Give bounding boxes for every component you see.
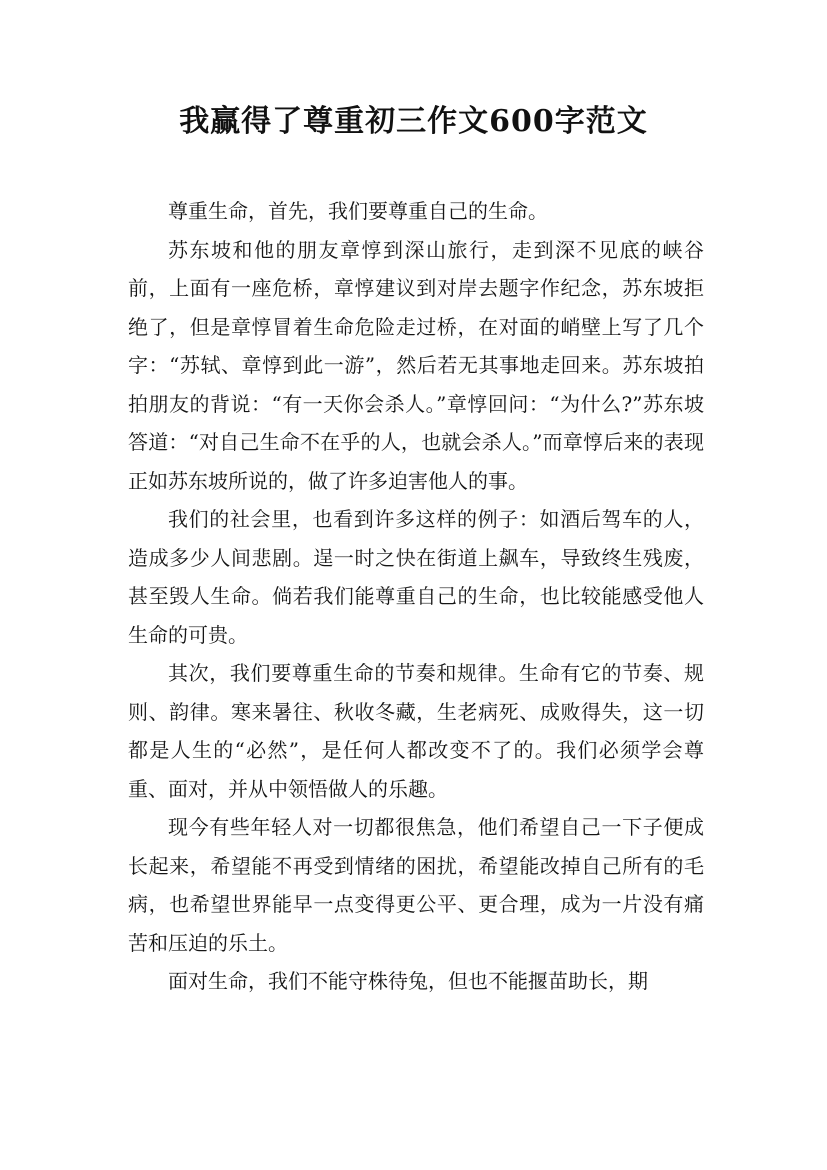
paragraph: 尊重生命，首先，我们要尊重自己的生命。 (168, 199, 548, 223)
paragraph: 其次，我们要尊重生命的节奏和规律。生命有它的节奏、规则、韵律。寒来暑往、秋收冬藏，生老病死、成败得失，这一切都是人生的“必然”，是任何人都改变不了的。我们必须学会尊重、面对，并从中领悟做人的乐趣。 (128, 661, 704, 801)
paragraph: 现今有些年轻人对一切都很焦急，他们希望自己一下子便成长起来，希望能不再受到情绪的困扰，希望能改掉自己所有的毛病，也希望世界能早一点变得更公平、更合理，成为一片没有痛苦和压迫的乐土。 (128, 815, 704, 955)
document-title: 我赢得了尊重初三作文600字范文 (179, 104, 648, 139)
document-body (128, 192, 704, 1001)
paragraph: 面对生命，我们不能守株待兔，但也不能揠苗助长，期 (168, 969, 648, 993)
paragraph: 我们的社会里，也看到许多这样的例子：如酒后驾车的人，造成多少人间悲剧。逞一时之快在街道上飙车，导致终生残废，甚至毁人生命。倘若我们能尊重自己的生命，也比较能感受他人生命的可贵。 (128, 507, 704, 647)
paragraph: 苏东坡和他的朋友章惇到深山旅行，走到深不见底的峡谷前，上面有一座危桥，章惇建议到对岸去题字作纪念，苏东坡拒绝了，但是章惇冒着生命危险走过桥，在对面的峭壁上写了几个字：“苏轼、章惇到此一游”，然后若无其事地走回来。苏东坡拍拍朋友的背说：“有一天你会杀人。”章惇回问：“为什么?”苏东坡答道：“对自己生命不在乎的人，也就会杀人。”而章惇后来的表现正如苏东坡所说的，做了许多迫害他人的事。 (128, 237, 704, 493)
